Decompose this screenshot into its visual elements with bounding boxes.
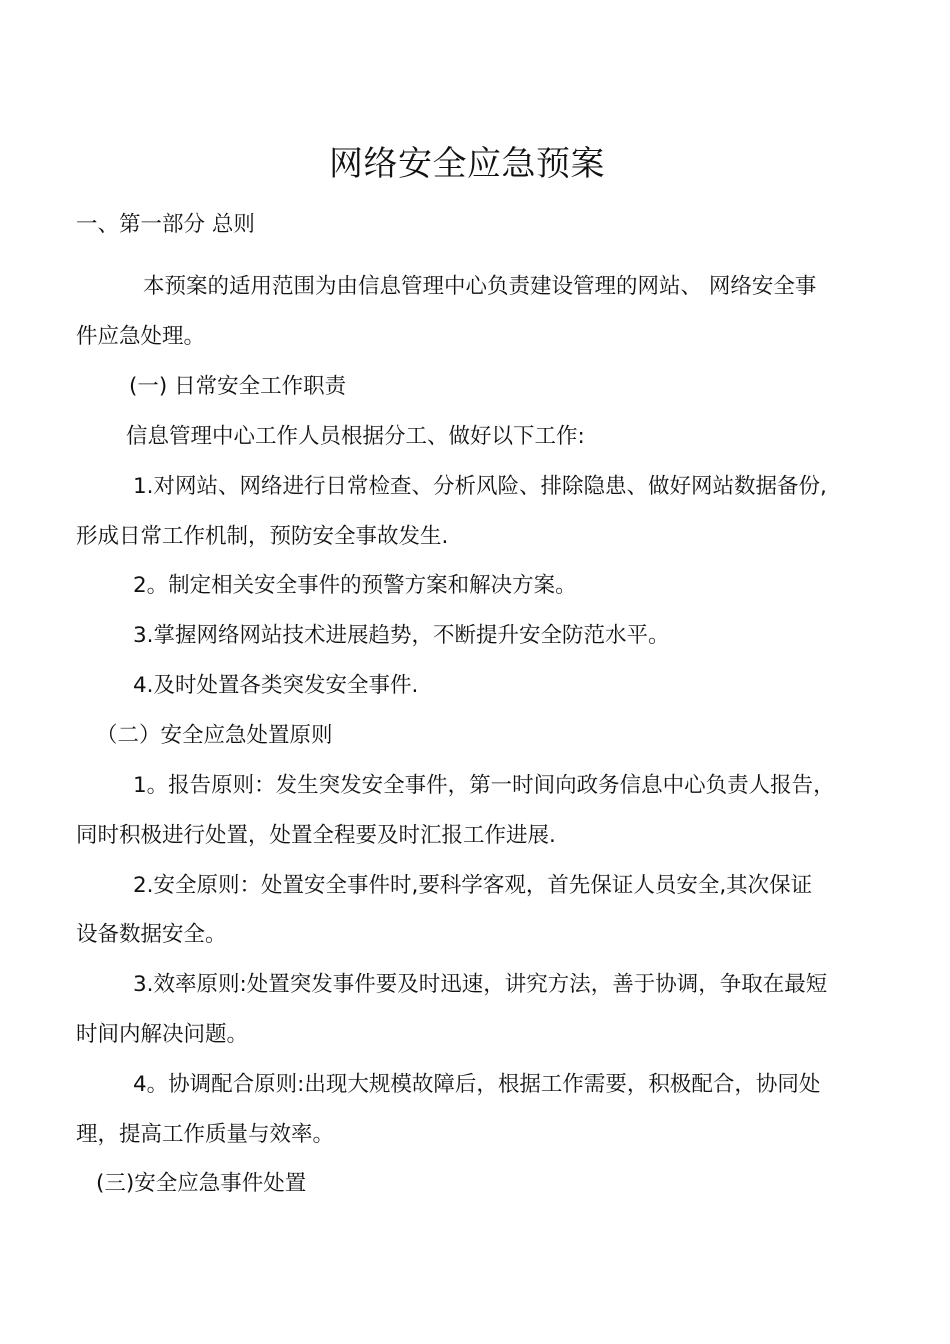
principle-2-line-1: 2.安全原则：处置安全事件时,要科学客观，首先保证人员安全,其次保证	[133, 873, 813, 898]
paragraph-staff-duties: 信息管理中心工作人员根据分工、做好以下工作:	[126, 424, 585, 449]
principle-4-line-2: 理，提高工作质量与效率。	[76, 1122, 335, 1147]
paragraph-scope-line-1: 本预案的适用范围为由信息管理中心负责建设管理的网站、 网络安全事	[143, 274, 817, 299]
list-item-4: 4.及时处置各类突发安全事件.	[133, 673, 419, 698]
principle-1-line-2: 同时积极进行处置，处置全程要及时汇报工作进展.	[76, 823, 556, 848]
section-heading-general: 一、第一部分 总则	[76, 212, 255, 237]
principle-3-line-1: 3.效率原则:处置突发事件要及时迅速，讲究方法，善于协调，争取在最短	[133, 972, 828, 997]
principle-4-line-1: 4。协调配合原则:出现大规模故障后，根据工作需要，积极配合，协同处	[133, 1072, 821, 1097]
paragraph-scope-line-2: 件应急处理。	[76, 324, 206, 349]
subsection-heading-incident-handling: (三)安全应急事件处置	[96, 1171, 307, 1196]
subsection-heading-principles: （二）安全应急处置原则	[96, 723, 333, 748]
list-item-1-line-1: 1.对网站、网络进行日常检查、分析风险、排除隐患、做好网站数据备份,	[133, 474, 827, 499]
list-item-3: 3.掌握网络网站技术进展趋势，不断提升安全防范水平。	[133, 623, 670, 648]
principle-3-line-2: 时间内解决问题。	[76, 1022, 249, 1047]
principle-2-line-2: 设备数据安全。	[76, 922, 227, 947]
principle-1-line-1: 1。报告原则：发生突发安全事件，第一时间向政务信息中心负责人报告，	[133, 773, 835, 798]
subsection-heading-daily-duties: (一) 日常安全工作职责	[129, 374, 347, 399]
list-item-1-line-2: 形成日常工作机制，预防安全事故发生.	[76, 524, 449, 549]
list-item-2: 2。制定相关安全事件的预警方案和解决方案。	[133, 573, 577, 598]
document-title: 网络安全应急预案	[329, 144, 605, 184]
